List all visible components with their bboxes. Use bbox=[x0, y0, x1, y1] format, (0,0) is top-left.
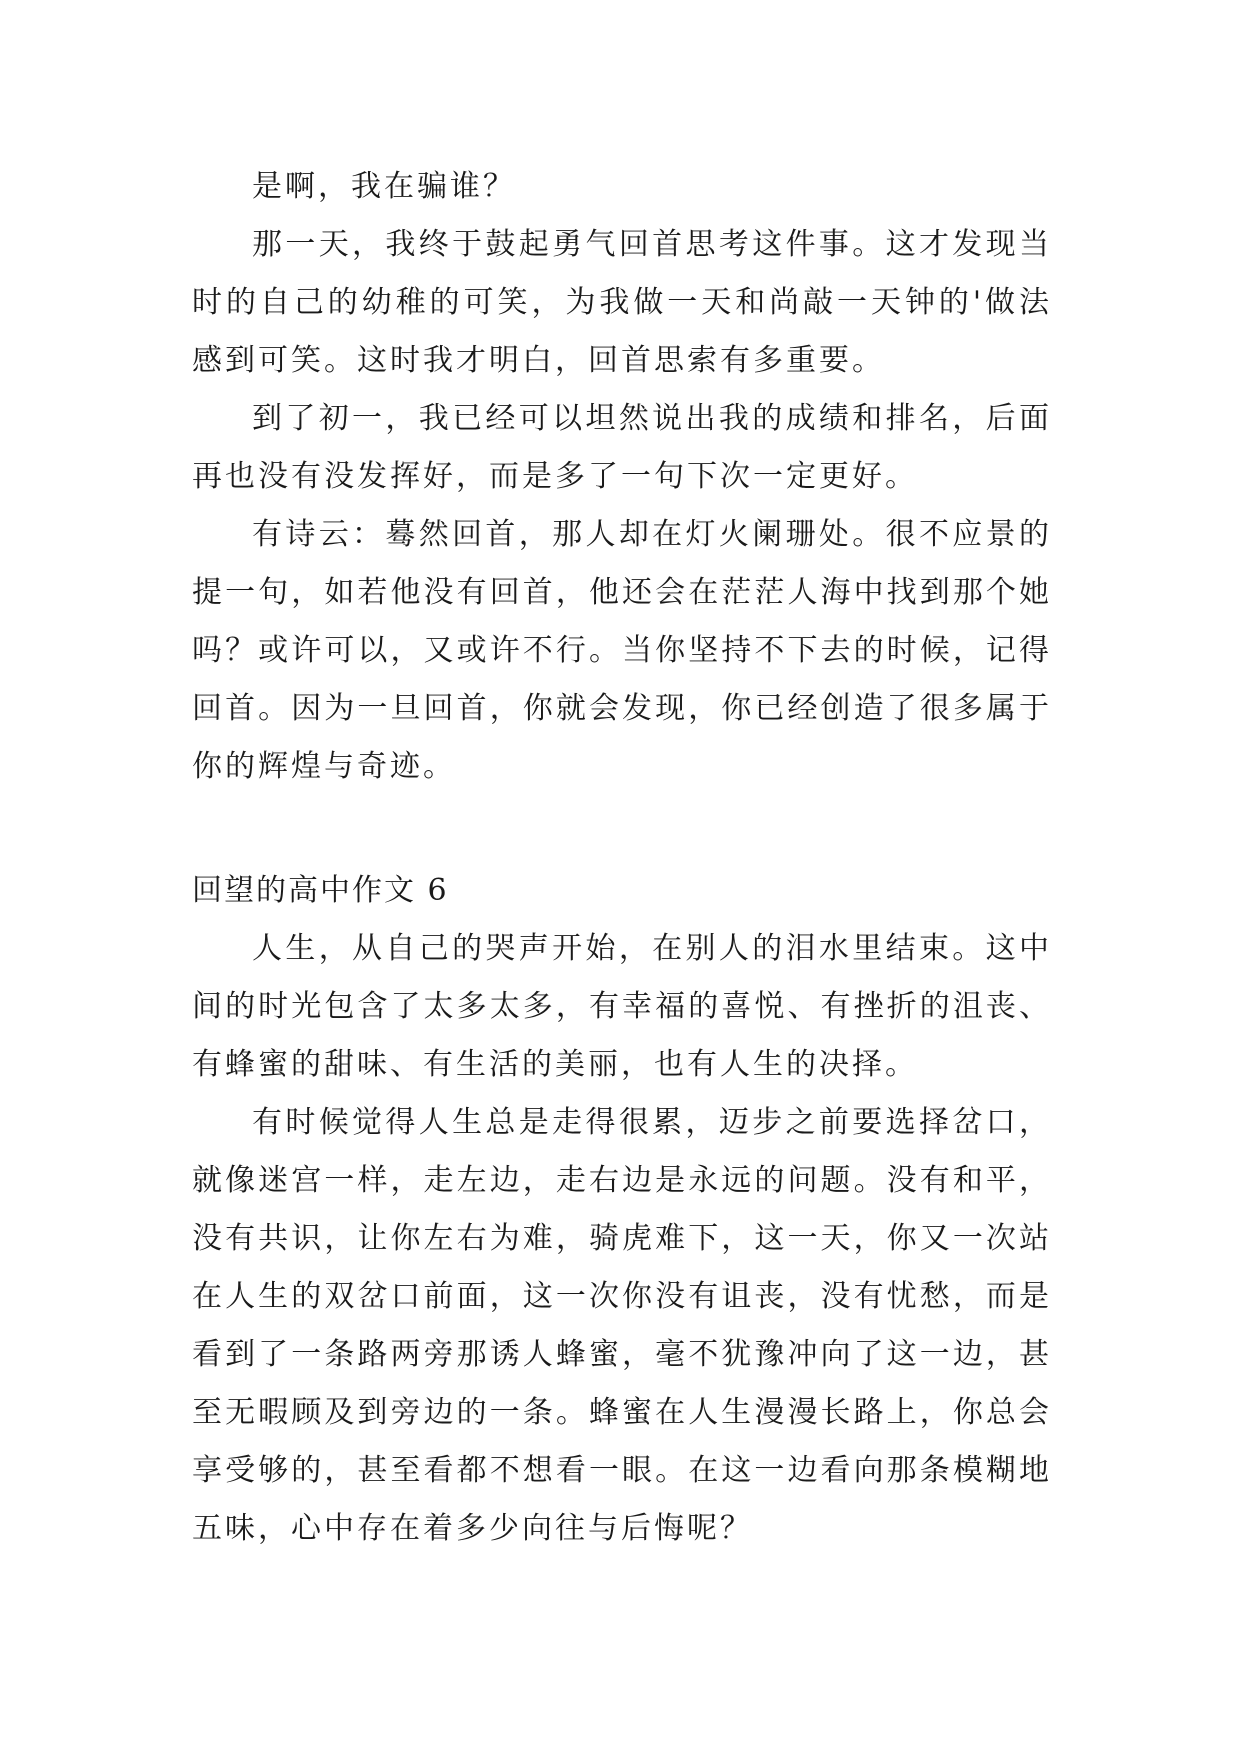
paragraph-4: 有诗云：蓦然回首，那人却在灯火阑珊处。很不应景的提一句，如若他没有回首，他还会在茫茫人海中找到那个她吗？或许可以，又或许不行。当你坚持不下去的时候，记得回首。因为一旦回首，你就会发现，你已经创造了很多属于你的辉煌与奇迹。 bbox=[192, 517, 1052, 784]
paragraph-6: 有时候觉得人生总是走得很累，迈步之前要选择岔口，就像迷宫一样，走左边，走右边是永远的问题。没有和平，没有共识，让你左右为难，骑虎难下，这一天，你又一次站在人生的双岔口前面，这一次你没有诅丧，没有忧愁，而是看到了一条路两旁那诱人蜂蜜，毫不犹豫冲向了这一边，甚至无暇顾及到旁边的一条。蜂蜜在人生漫漫长路上，你总会享受够的，甚至看都不想看一眼。在这一边看向那条模糊地五味，心中存在着多少向往与后悔呢？ bbox=[192, 1105, 1052, 1546]
paragraph-1: 是啊，我在骗谁？ bbox=[252, 169, 516, 204]
paragraph-3: 到了初一，我已经可以坦然说出我的成绩和排名，后面再也没有没发挥好，而是多了一句下次一定更好。 bbox=[192, 401, 1052, 494]
paragraph-5: 人生，从自己的哭声开始，在别人的泪水里结束。这中间的时光包含了太多太多，有幸福的喜悦、有挫折的沮丧、有蜂蜜的甜味、有生活的美丽，也有人生的决择。 bbox=[192, 931, 1052, 1082]
section-title: 回望的高中作文 6 bbox=[192, 873, 449, 908]
paragraph-2: 那一天，我终于鼓起勇气回首思考这件事。这才发现当时的自己的幼稚的可笑，为我做一天和尚敲一天钟的'做法感到可笑。这时我才明白，回首思索有多重要。 bbox=[192, 227, 1052, 378]
document-page bbox=[192, 158, 1052, 1558]
